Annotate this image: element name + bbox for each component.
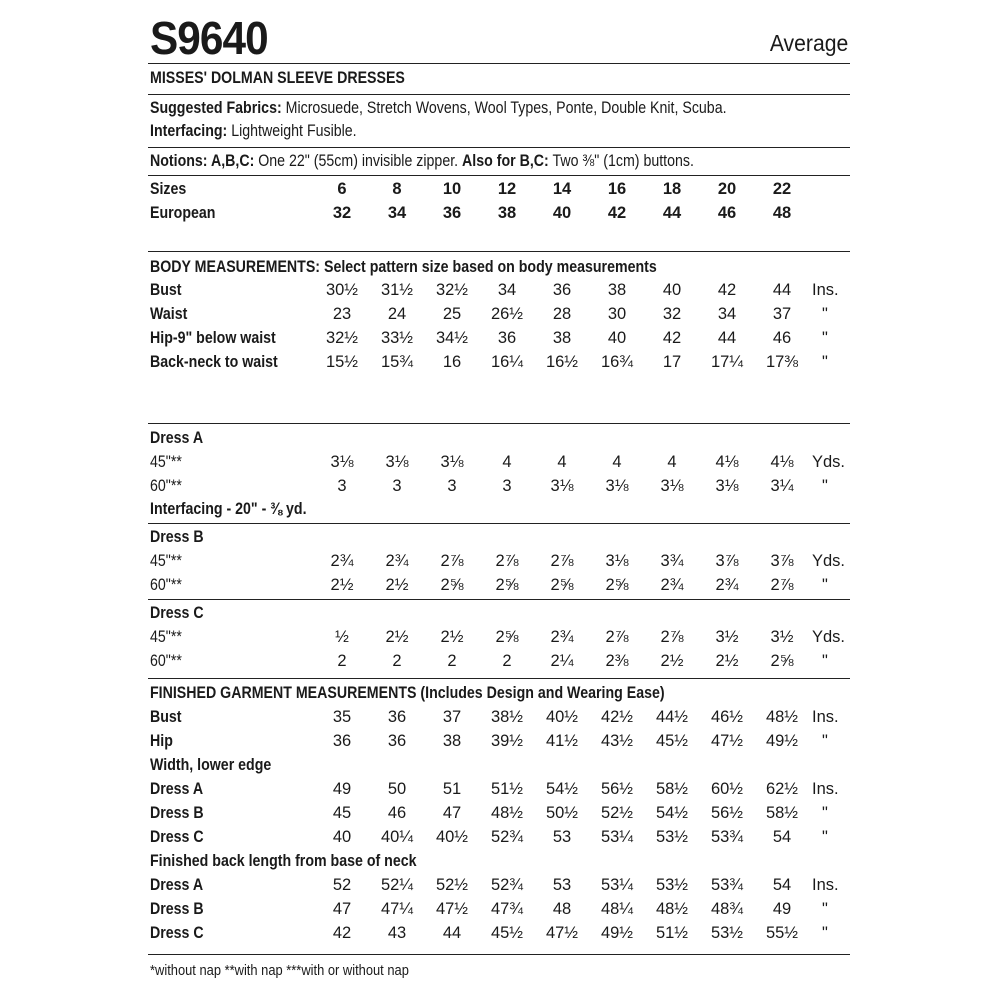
size-7-value: 47½ xyxy=(710,732,744,750)
size-0-value: 2¾ xyxy=(330,552,354,570)
dress-c-heading: Dress C xyxy=(150,604,204,622)
size-8-value: 54 xyxy=(772,828,792,846)
size-4-value: 3⅛ xyxy=(550,477,574,495)
size-8-value: 54 xyxy=(772,876,792,894)
size-3-value: 16¼ xyxy=(490,353,524,371)
size-1-value: 2½ xyxy=(385,576,409,594)
size-6-value: 3¾ xyxy=(660,552,684,570)
divider xyxy=(148,94,850,95)
size-2-value: 16 xyxy=(442,353,462,371)
size-8-value: 37 xyxy=(772,305,792,323)
size-8-value: 62½ xyxy=(765,780,799,798)
size-5-value: 48¼ xyxy=(600,900,634,918)
size-3-value: 3 xyxy=(502,477,512,495)
size-1-value: 43 xyxy=(387,924,407,942)
size-5-value: 2⅞ xyxy=(605,628,629,646)
size-1-value: 3 xyxy=(392,477,402,495)
size-0-value: 32½ xyxy=(325,329,359,347)
size-7-value: 46 xyxy=(717,204,737,222)
size-5-value: 4 xyxy=(612,453,622,471)
size-7-value: 34 xyxy=(717,305,737,323)
size-0-value: 35 xyxy=(332,708,352,726)
unit-label: " xyxy=(822,305,828,323)
size-5-value: 2⅝ xyxy=(605,576,629,594)
unit-label: " xyxy=(822,329,828,347)
size-0-value: 6 xyxy=(337,180,347,198)
size-2-value: 36 xyxy=(442,204,462,222)
size-3-value: 2 xyxy=(502,652,512,670)
size-8-value: 48½ xyxy=(765,708,799,726)
size-7-value: 46½ xyxy=(710,708,744,726)
size-7-value: 44 xyxy=(717,329,737,347)
size-6-value: 2⅞ xyxy=(660,628,684,646)
row-label: Dress B xyxy=(150,804,204,822)
unit-label: " xyxy=(822,900,828,918)
size-3-value: 47¾ xyxy=(490,900,524,918)
nap-legend: *without nap **with nap ***with or without nap xyxy=(150,962,409,979)
unit-label: Yds. xyxy=(812,453,846,471)
size-7-value: 48¾ xyxy=(710,900,744,918)
size-2-value: 37 xyxy=(442,708,462,726)
size-0-value: 36 xyxy=(332,732,352,750)
size-5-value: 42½ xyxy=(600,708,634,726)
size-3-value: 52¾ xyxy=(490,876,524,894)
dress-b-heading: Dress B xyxy=(150,528,204,546)
size-2-value: 40½ xyxy=(435,828,469,846)
unit-label: " xyxy=(822,652,828,670)
size-1-value: 50 xyxy=(387,780,407,798)
size-5-value: 43½ xyxy=(600,732,634,750)
size-2-value: 2⅞ xyxy=(440,552,464,570)
size-4-value: 53 xyxy=(552,876,572,894)
size-5-value: 42 xyxy=(607,204,627,222)
size-6-value: 18 xyxy=(662,180,682,198)
size-4-value: 54½ xyxy=(545,780,579,798)
size-5-value: 2⅜ xyxy=(605,652,629,670)
unit-label: " xyxy=(822,828,828,846)
divider xyxy=(148,175,850,176)
row-label: Bust xyxy=(150,708,182,726)
unit-label: Ins. xyxy=(812,780,839,798)
suggested-fabrics xyxy=(150,98,727,118)
divider xyxy=(148,599,850,600)
size-3-value: 2⅞ xyxy=(495,552,519,570)
size-1-value: 47¼ xyxy=(380,900,414,918)
fabrics-label: Suggested Fabrics: xyxy=(150,99,282,117)
size-0-value: 40 xyxy=(332,828,352,846)
unit-label: Yds. xyxy=(812,628,846,646)
size-7-value: 20 xyxy=(717,180,737,198)
row-label: Back-neck to waist xyxy=(150,353,278,371)
size-7-value: 2¾ xyxy=(715,576,739,594)
body-measurements-heading: BODY MEASUREMENTS: Select pattern size based on body measurements xyxy=(150,258,657,276)
size-0-value: ½ xyxy=(335,628,349,646)
size-5-value: 38 xyxy=(607,281,627,299)
size-1-value: 36 xyxy=(387,732,407,750)
size-1-value: 33½ xyxy=(380,329,414,347)
size-8-value: 3⅞ xyxy=(770,552,794,570)
width-lower-edge-heading: Width, lower edge xyxy=(150,756,272,774)
unit-label: " xyxy=(822,804,828,822)
size-0-value: 52 xyxy=(332,876,352,894)
size-1-value: 2 xyxy=(392,652,402,670)
size-2-value: 47½ xyxy=(435,900,469,918)
size-0-value: 2½ xyxy=(330,576,354,594)
size-7-value: 3⅛ xyxy=(715,477,739,495)
row-label: 45"** xyxy=(150,552,182,570)
size-6-value: 51½ xyxy=(655,924,689,942)
size-8-value: 3¼ xyxy=(770,477,794,495)
size-4-value: 14 xyxy=(552,180,572,198)
size-1-value: 15¾ xyxy=(380,353,414,371)
size-4-value: 41½ xyxy=(545,732,579,750)
sizes-label: Sizes xyxy=(150,180,187,198)
size-4-value: 36 xyxy=(552,281,572,299)
notions-value: One 22" (55cm) invisible zipper. xyxy=(254,152,463,170)
size-6-value: 54½ xyxy=(655,804,689,822)
divider xyxy=(148,954,850,955)
row-label: Dress A xyxy=(150,780,204,798)
divider xyxy=(148,147,850,148)
size-1-value: 36 xyxy=(387,708,407,726)
size-1-value: 2¾ xyxy=(385,552,409,570)
size-8-value: 22 xyxy=(772,180,792,198)
size-2-value: 3 xyxy=(447,477,457,495)
unit-label: Yds. xyxy=(812,552,846,570)
size-4-value: 4 xyxy=(557,453,567,471)
size-8-value: 46 xyxy=(772,329,792,347)
unit-label: " xyxy=(822,576,828,594)
size-8-value: 55½ xyxy=(765,924,799,942)
size-4-value: 2¾ xyxy=(550,628,574,646)
size-3-value: 36 xyxy=(497,329,517,347)
size-6-value: 44½ xyxy=(655,708,689,726)
size-0-value: 2 xyxy=(337,652,347,670)
size-5-value: 40 xyxy=(607,329,627,347)
size-1-value: 2½ xyxy=(385,628,409,646)
size-2-value: 38 xyxy=(442,732,462,750)
size-5-value: 49½ xyxy=(600,924,634,942)
size-3-value: 38½ xyxy=(490,708,524,726)
size-4-value: 40½ xyxy=(545,708,579,726)
size-8-value: 48 xyxy=(772,204,792,222)
size-1-value: 24 xyxy=(387,305,407,323)
unit-label: Ins. xyxy=(812,876,839,894)
size-5-value: 52½ xyxy=(600,804,634,822)
size-4-value: 47½ xyxy=(545,924,579,942)
size-6-value: 4 xyxy=(667,453,677,471)
size-3-value: 48½ xyxy=(490,804,524,822)
size-6-value: 48½ xyxy=(655,900,689,918)
size-3-value: 39½ xyxy=(490,732,524,750)
row-label: 60"** xyxy=(150,477,182,495)
size-1-value: 46 xyxy=(387,804,407,822)
back-length-heading: Finished back length from base of neck xyxy=(150,852,417,870)
size-7-value: 2½ xyxy=(715,652,739,670)
interfacing xyxy=(150,121,357,141)
divider xyxy=(148,63,850,64)
row-label: 60"** xyxy=(150,652,182,670)
row-label: 45"** xyxy=(150,453,182,471)
size-6-value: 2¾ xyxy=(660,576,684,594)
size-8-value: 2⅝ xyxy=(770,652,794,670)
size-2-value: 2⅝ xyxy=(440,576,464,594)
size-5-value: 53¼ xyxy=(600,876,634,894)
size-5-value: 30 xyxy=(607,305,627,323)
size-4-value: 48 xyxy=(552,900,572,918)
size-5-value: 16¾ xyxy=(600,353,634,371)
divider xyxy=(148,423,850,424)
size-4-value: 2⅝ xyxy=(550,576,574,594)
size-0-value: 49 xyxy=(332,780,352,798)
notions-extra-label: Also for B,C: xyxy=(462,152,549,170)
size-6-value: 2½ xyxy=(660,652,684,670)
size-8-value: 58½ xyxy=(765,804,799,822)
size-6-value: 42 xyxy=(662,329,682,347)
size-5-value: 3⅛ xyxy=(605,477,629,495)
size-0-value: 45 xyxy=(332,804,352,822)
unit-label: " xyxy=(822,477,828,495)
size-8-value: 2⅞ xyxy=(770,576,794,594)
size-8-value: 3½ xyxy=(770,628,794,646)
size-8-value: 49½ xyxy=(765,732,799,750)
european-label: European xyxy=(150,204,216,222)
size-7-value: 53¾ xyxy=(710,828,744,846)
size-5-value: 3⅛ xyxy=(605,552,629,570)
size-0-value: 47 xyxy=(332,900,352,918)
unit-label: Ins. xyxy=(812,281,839,299)
size-1-value: 34 xyxy=(387,204,407,222)
divider xyxy=(148,678,850,679)
size-2-value: 2½ xyxy=(440,628,464,646)
size-7-value: 53½ xyxy=(710,924,744,942)
size-5-value: 16 xyxy=(607,180,627,198)
row-label: Dress B xyxy=(150,900,204,918)
pattern-description: MISSES' DOLMAN SLEEVE DRESSES xyxy=(150,69,405,87)
size-4-value: 2⅞ xyxy=(550,552,574,570)
size-2-value: 25 xyxy=(442,305,462,323)
size-7-value: 17¼ xyxy=(710,353,744,371)
size-2-value: 3⅛ xyxy=(440,453,464,471)
size-4-value: 2¼ xyxy=(550,652,574,670)
row-label: 45"** xyxy=(150,628,182,646)
size-0-value: 32 xyxy=(332,204,352,222)
size-6-value: 53½ xyxy=(655,828,689,846)
size-6-value: 58½ xyxy=(655,780,689,798)
size-4-value: 53 xyxy=(552,828,572,846)
size-8-value: 44 xyxy=(772,281,792,299)
size-2-value: 47 xyxy=(442,804,462,822)
size-4-value: 50½ xyxy=(545,804,579,822)
size-7-value: 53¾ xyxy=(710,876,744,894)
pattern-category: Average xyxy=(769,30,848,56)
row-label: Bust xyxy=(150,281,182,299)
size-2-value: 2 xyxy=(447,652,457,670)
unit-label: " xyxy=(822,924,828,942)
row-label: Dress A xyxy=(150,876,204,894)
size-6-value: 17 xyxy=(662,353,682,371)
notions-label: Notions: A,B,C: xyxy=(150,152,255,170)
pattern-number: S9640 xyxy=(150,12,268,64)
size-7-value: 60½ xyxy=(710,780,744,798)
interfacing-label: Interfacing: xyxy=(150,122,228,140)
size-0-value: 30½ xyxy=(325,281,359,299)
unit-label: " xyxy=(822,732,828,750)
size-7-value: 42 xyxy=(717,281,737,299)
size-8-value: 4⅛ xyxy=(770,453,794,471)
notions xyxy=(150,151,694,171)
row-label: Hip-9" below waist xyxy=(150,329,276,347)
size-3-value: 2⅝ xyxy=(495,576,519,594)
size-2-value: 10 xyxy=(442,180,462,198)
size-6-value: 40 xyxy=(662,281,682,299)
finished-measurements-heading: FINISHED GARMENT MEASUREMENTS (Includes Design and Wearing Ease) xyxy=(150,684,665,702)
size-1-value: 31½ xyxy=(380,281,414,299)
size-7-value: 3⅞ xyxy=(715,552,739,570)
dress-a-interfacing: Interfacing - 20" - ⅜ yd. xyxy=(150,500,307,518)
size-1-value: 40¼ xyxy=(380,828,414,846)
size-0-value: 3⅛ xyxy=(330,453,354,471)
size-2-value: 52½ xyxy=(435,876,469,894)
size-2-value: 51 xyxy=(442,780,462,798)
unit-label: Ins. xyxy=(812,708,839,726)
row-label: Dress C xyxy=(150,828,204,846)
row-label: Hip xyxy=(150,732,173,750)
size-7-value: 3½ xyxy=(715,628,739,646)
size-7-value: 4⅛ xyxy=(715,453,739,471)
size-6-value: 32 xyxy=(662,305,682,323)
size-4-value: 16½ xyxy=(545,353,579,371)
row-label: Dress C xyxy=(150,924,204,942)
size-2-value: 44 xyxy=(442,924,462,942)
size-8-value: 49 xyxy=(772,900,792,918)
size-6-value: 3⅛ xyxy=(660,477,684,495)
size-3-value: 38 xyxy=(497,204,517,222)
interfacing-value: Lightweight Fusible. xyxy=(227,122,357,140)
size-0-value: 3 xyxy=(337,477,347,495)
size-3-value: 2⅝ xyxy=(495,628,519,646)
fabrics-value: Microsuede, Stretch Wovens, Wool Types, Ponte, Double Knit, Scuba. xyxy=(281,99,727,117)
size-1-value: 3⅛ xyxy=(385,453,409,471)
size-3-value: 34 xyxy=(497,281,517,299)
divider xyxy=(148,523,850,524)
size-2-value: 32½ xyxy=(435,281,469,299)
size-3-value: 12 xyxy=(497,180,517,198)
size-7-value: 56½ xyxy=(710,804,744,822)
size-3-value: 52¾ xyxy=(490,828,524,846)
size-6-value: 53½ xyxy=(655,876,689,894)
divider xyxy=(148,251,850,252)
size-4-value: 28 xyxy=(552,305,572,323)
size-3-value: 26½ xyxy=(490,305,524,323)
size-3-value: 51½ xyxy=(490,780,524,798)
size-3-value: 4 xyxy=(502,453,512,471)
row-label: 60"** xyxy=(150,576,182,594)
size-4-value: 38 xyxy=(552,329,572,347)
size-4-value: 40 xyxy=(552,204,572,222)
size-5-value: 53¼ xyxy=(600,828,634,846)
dress-a-heading: Dress A xyxy=(150,429,204,447)
notions-extra-value: Two ⅜" (1cm) buttons. xyxy=(548,152,694,170)
unit-label: " xyxy=(822,353,828,371)
size-3-value: 45½ xyxy=(490,924,524,942)
size-0-value: 15½ xyxy=(325,353,359,371)
size-2-value: 34½ xyxy=(435,329,469,347)
size-6-value: 45½ xyxy=(655,732,689,750)
size-5-value: 56½ xyxy=(600,780,634,798)
size-1-value: 8 xyxy=(392,180,402,198)
row-label: Waist xyxy=(150,305,188,323)
size-0-value: 23 xyxy=(332,305,352,323)
size-6-value: 44 xyxy=(662,204,682,222)
size-8-value: 17⅜ xyxy=(765,353,799,371)
size-0-value: 42 xyxy=(332,924,352,942)
size-1-value: 52¼ xyxy=(380,876,414,894)
